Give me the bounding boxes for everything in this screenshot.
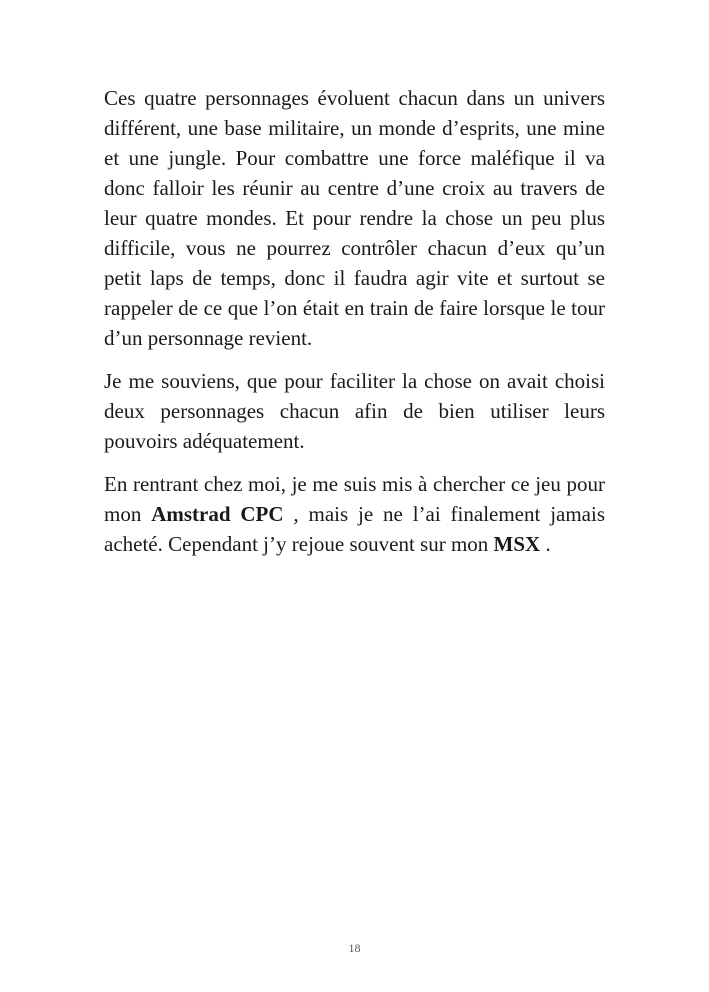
paragraph-2: Je me souviens, que pour faciliter la chose on avait choisi deux personnages chacun afin de bien utiliser leurs pouvoirs adéquatement.	[104, 369, 605, 453]
paragraph-3-text-c: .	[540, 532, 551, 556]
paragraph-1: Ces quatre personnages évoluent chacun dans un univers différent, une base militaire, un monde d’esprits, une mine et une jungle. Pour combattre une force maléfique il va donc falloir les réunir au centre d’une croix au travers de leur quatre mondes. Et pour rendre la chose un peu plus difficile, vous ne pourrez contrôler chacun d’eux qu’un petit laps de temps, donc il faudra agir vite et surtout se rappeler de ce que l’on était en train de faire lorsque le tour d’un personnage revient.	[104, 86, 605, 350]
paragraph-3	[104, 469, 605, 559]
page-number: 18	[348, 941, 361, 955]
paragraph-3-text-a: En rentrant chez moi, je me suis mis à chercher ce jeu pour mon	[104, 472, 605, 526]
platform-name-msx: MSX	[493, 532, 541, 556]
platform-name-amstrad: Amstrad CPC	[151, 502, 284, 526]
paragraph-3-text-b: , mais je ne l’ai finalement jamais acheté. Cependant j’y rejoue souvent sur mon	[104, 502, 606, 556]
page-body	[104, 83, 605, 572]
